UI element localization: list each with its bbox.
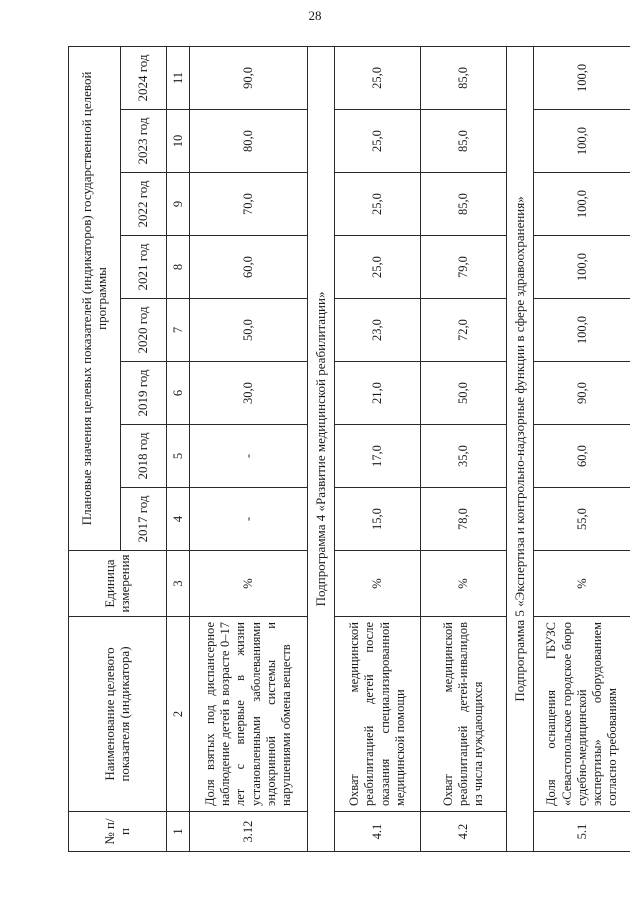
indicator-value: 15,0 [335, 488, 421, 551]
header-name: Наименование целевого показателя (индикатора) [69, 617, 167, 812]
indicator-value: 90,0 [534, 362, 630, 425]
indicator-value: 85,0 [421, 46, 507, 109]
indicator-row [421, 46, 507, 851]
indicator-value: 70,0 [190, 173, 308, 236]
column-number: 5 [167, 425, 190, 488]
indicator-name: Доля взятых под диспансерное наблюдение детей в возрасте 0–17 лет с впервые в жизни установленными заболеваниями эндокринной системы и нарушениями обмена веществ [190, 617, 308, 812]
subprogram-row [308, 46, 335, 851]
indicator-unit: % [534, 551, 630, 617]
indicator-value: 100,0 [534, 173, 630, 236]
indicator-value: 60,0 [190, 236, 308, 299]
header-year: 2018 год [121, 425, 167, 488]
column-number: 3 [167, 551, 190, 617]
column-number: 9 [167, 173, 190, 236]
column-number: 6 [167, 362, 190, 425]
indicator-value: - [190, 425, 308, 488]
indicator-value: 55,0 [534, 488, 630, 551]
indicator-value: 78,0 [421, 488, 507, 551]
indicator-value: - [190, 488, 308, 551]
indicator-name: Охват медицинской реабилитацией детей после оказания специализированной медицинской помощи [335, 617, 421, 812]
header-year: 2022 год [121, 173, 167, 236]
indicator-number: 4.2 [421, 812, 507, 852]
indicator-value: 50,0 [421, 362, 507, 425]
subprogram-title: Подпрограмма 4 «Развитие медицинской реабилитации» [308, 46, 335, 851]
column-numbers-row [167, 46, 190, 851]
header-year: 2021 год [121, 236, 167, 299]
header-row-group [69, 46, 121, 851]
header-year: 2019 год [121, 362, 167, 425]
indicator-unit: % [190, 551, 308, 617]
rotated-table-container [68, 47, 620, 852]
column-number: 11 [167, 46, 190, 109]
subprogram-row [507, 46, 534, 851]
indicator-number: 3.12 [190, 812, 308, 852]
indicator-unit: % [421, 551, 507, 617]
column-number: 2 [167, 617, 190, 812]
indicator-unit: % [335, 551, 421, 617]
column-number: 10 [167, 110, 190, 173]
indicator-row [335, 46, 421, 851]
subprogram-title: Подпрограмма 5 «Экспертиза и контрольно-надзорные функции в сфере здравоохранения» [507, 46, 534, 851]
indicator-value: 100,0 [534, 110, 630, 173]
header-planned-values: Плановые значения целевых показателей (индикаторов) государственной целевой программы [69, 46, 121, 550]
indicator-value: 50,0 [190, 299, 308, 362]
header-year: 2020 год [121, 299, 167, 362]
indicator-value: 25,0 [335, 173, 421, 236]
rotated-table-frame [68, 47, 620, 852]
header-year: 2017 год [121, 488, 167, 551]
indicator-value: 100,0 [534, 299, 630, 362]
indicator-name: Охват медицинской реабилитацией детей-инвалидов из числа нуждающихся [421, 617, 507, 812]
indicators-table [68, 46, 630, 852]
indicator-value: 79,0 [421, 236, 507, 299]
indicator-row [534, 46, 630, 851]
indicator-value: 72,0 [421, 299, 507, 362]
indicator-value: 90,0 [190, 46, 308, 109]
column-number: 4 [167, 488, 190, 551]
header-no: № п/п [69, 812, 167, 852]
indicator-number: 4.1 [335, 812, 421, 852]
indicator-value: 80,0 [190, 110, 308, 173]
indicator-value: 25,0 [335, 110, 421, 173]
indicator-name: Доля оснащения ГБУЗС «Севастопольское городское бюро судебно-медицинской экспертизы» оборудованием согласно требованиям [534, 617, 630, 812]
header-unit: Единица измерения [69, 551, 167, 617]
header-year: 2023 год [121, 110, 167, 173]
indicator-value: 21,0 [335, 362, 421, 425]
indicator-value: 35,0 [421, 425, 507, 488]
column-number: 1 [167, 812, 190, 852]
indicator-value: 85,0 [421, 110, 507, 173]
indicator-value: 100,0 [534, 236, 630, 299]
indicator-value: 100,0 [534, 46, 630, 109]
page-number: 28 [308, 8, 322, 23]
indicator-value: 17,0 [335, 425, 421, 488]
indicator-value: 25,0 [335, 236, 421, 299]
header-year: 2024 год [121, 46, 167, 109]
indicator-value: 85,0 [421, 173, 507, 236]
indicator-number: 5.1 [534, 812, 630, 852]
indicator-value: 25,0 [335, 46, 421, 109]
indicator-row [190, 46, 308, 851]
indicator-value: 23,0 [335, 299, 421, 362]
indicator-value: 60,0 [534, 425, 630, 488]
indicator-value: 30,0 [190, 362, 308, 425]
column-number: 7 [167, 299, 190, 362]
column-number: 8 [167, 236, 190, 299]
